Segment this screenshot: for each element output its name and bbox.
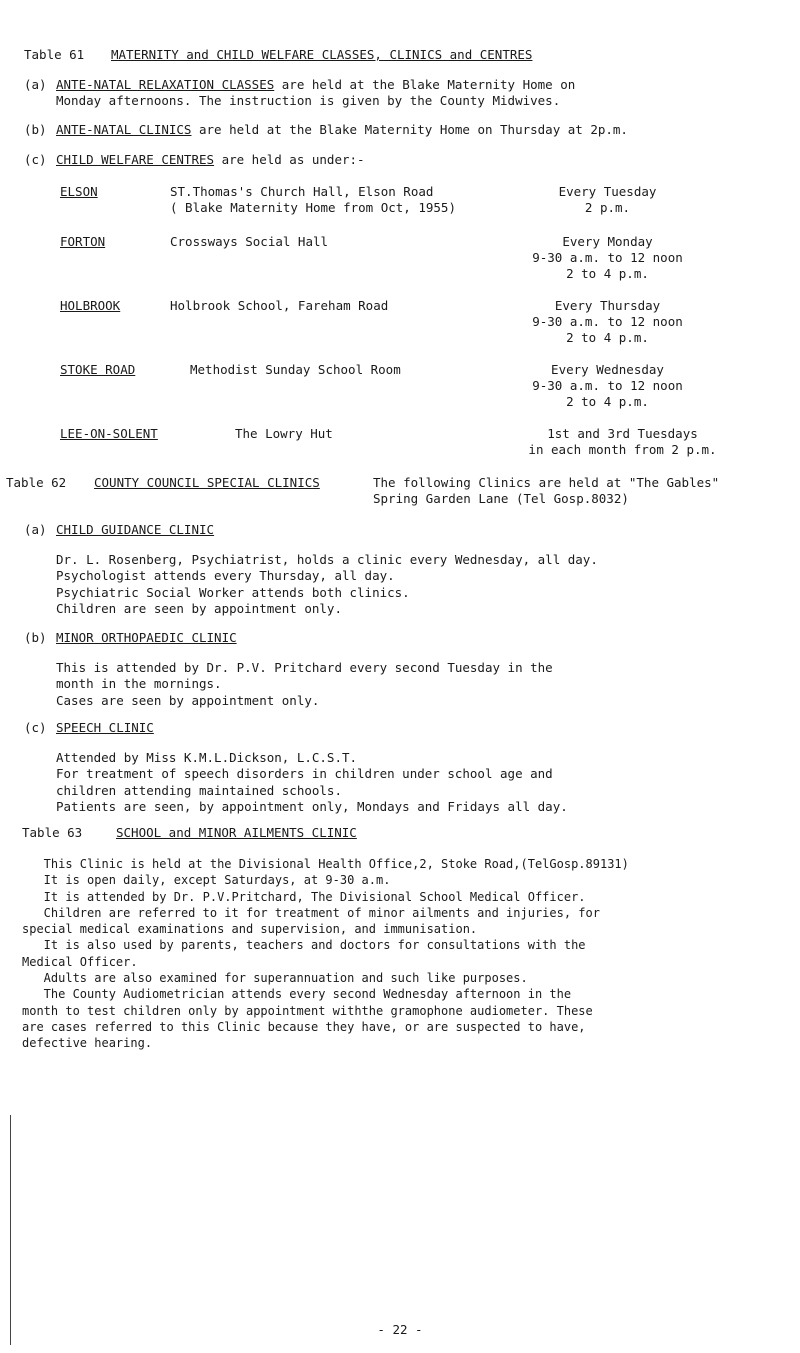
centre-venue-note: ( Blake Maternity Home from Oct, 1955) xyxy=(170,200,456,215)
centre-time: 9-30 a.m. to 12 noon xyxy=(532,250,683,265)
centre-venue: Holbrook School, Fareham Road xyxy=(170,298,389,313)
antenatal-relaxation-text: are held at the Blake Maternity Home on xyxy=(281,77,576,92)
antenatal-relaxation-heading: ANTE-NATAL RELAXATION CLASSES xyxy=(56,77,275,92)
text-line: Patients are seen, by appointment only, Mondays and Fridays all day. xyxy=(56,798,568,814)
item-b-line xyxy=(56,122,628,137)
text-line: Medical Officer. xyxy=(22,954,138,969)
child-welfare-text: are held as under:- xyxy=(221,152,365,167)
centre-name: ELSON xyxy=(60,184,98,199)
centre-time: 2 p.m. xyxy=(584,200,631,215)
centre-time: 9-30 a.m. to 12 noon xyxy=(532,378,683,393)
table-62-label: Table 62 xyxy=(6,475,67,490)
special-clinics-heading: COUNTY COUNCIL SPECIAL CLINICS xyxy=(94,475,320,490)
item-b-marker: (b) xyxy=(24,122,47,137)
text-line: children attending maintained schools. xyxy=(56,782,342,798)
speech-clinic-text xyxy=(56,750,568,815)
item-c-marker: (c) xyxy=(24,152,47,167)
page-number: - 22 - xyxy=(377,1322,423,1337)
centre-venue: Methodist Sunday School Room xyxy=(190,362,401,377)
text-line: The County Audiometrician attends every second Wednesday afternoon in the xyxy=(22,987,572,1002)
centre-name: HOLBROOK xyxy=(60,298,121,313)
orthopaedic-heading: MINOR ORTHOPAEDIC CLINIC xyxy=(56,630,237,645)
text-line: Adults are also examined for superannuation and such like purposes. xyxy=(22,971,528,986)
centre-venue: The Lowry Hut xyxy=(235,426,333,441)
centre-time: 2 to 4 p.m. xyxy=(566,266,649,281)
centre-name: STOKE ROAD xyxy=(60,362,136,377)
clinic-c-marker: (c) xyxy=(24,720,47,735)
text-line: month to test children only by appointment withthe gramophone audiometer. These xyxy=(22,1003,593,1018)
school-clinic-text xyxy=(22,856,629,1052)
speech-clinic-heading: SPEECH CLINIC xyxy=(56,720,154,735)
centre-name: FORTON xyxy=(60,234,106,249)
text-line: Psychologist attends every Thursday, all day. xyxy=(56,568,395,584)
page-edge-line xyxy=(10,1115,11,1345)
centre-day: Every Wednesday xyxy=(551,362,664,377)
text-line: Children are seen by appointment only. xyxy=(56,600,342,616)
centre-time: 9-30 a.m. to 12 noon xyxy=(532,314,683,329)
text-line: Attended by Miss K.M.L.Dickson, L.C.S.T. xyxy=(56,750,358,765)
school-clinic-heading: SCHOOL and MINOR AILMENTS CLINIC xyxy=(116,825,357,840)
text-line: Psychiatric Social Worker attends both clinics. xyxy=(56,584,410,600)
item-c-line xyxy=(56,152,365,167)
table-61-label: Table 61 xyxy=(24,47,85,62)
child-guidance-text xyxy=(56,552,598,617)
text-line: For treatment of speech disorders in children under school age and xyxy=(56,766,553,782)
centre-day: Every Thursday xyxy=(554,298,661,313)
centre-name: LEE-ON-SOLENT xyxy=(60,426,158,441)
table-61-title: MATERNITY and CHILD WELFARE CLASSES, CLINICS and CENTRES xyxy=(111,47,533,62)
text-line: This Clinic is held at the Divisional Health Office,2, Stoke Road,(TelGosp.89131) xyxy=(22,857,629,871)
table-63-label: Table 63 xyxy=(22,825,83,840)
centre-venue: ST.Thomas's Church Hall, Elson Road xyxy=(170,184,434,199)
text-line: are cases referred to this Clinic because they have, or are suspected to have, xyxy=(22,1019,586,1034)
text-line: It is also used by parents, teachers and doctors for consultations with the xyxy=(22,938,586,953)
centre-day: 1st and 3rd Tuesdays xyxy=(547,426,698,441)
text-line: month in the mornings. xyxy=(56,676,222,692)
centre-day: Every Tuesday xyxy=(558,184,657,199)
item-a-marker: (a) xyxy=(24,77,47,92)
centre-time: 2 to 4 p.m. xyxy=(566,330,649,345)
text-line: This is attended by Dr. P.V. Pritchard every second Tuesday in the xyxy=(56,660,553,675)
clinic-a-marker: (a) xyxy=(24,522,47,537)
clinic-b-marker: (b) xyxy=(24,630,47,645)
child-guidance-heading: CHILD GUIDANCE CLINIC xyxy=(56,522,215,537)
centre-time: 2 to 4 p.m. xyxy=(566,394,649,409)
centre-venue: Crossways Social Hall xyxy=(170,234,329,249)
antenatal-clinics-heading: ANTE-NATAL CLINICS xyxy=(56,122,192,137)
item-a-line2: Monday afternoons. The instruction is given by the County Midwives. xyxy=(56,93,561,108)
centre-day: Every Monday xyxy=(562,234,653,249)
text-line: Children are referred to it for treatment of minor ailments and injuries, for xyxy=(22,905,600,920)
orthopaedic-text xyxy=(56,660,553,709)
text-line: Cases are seen by appointment only. xyxy=(56,692,320,708)
text-line: It is attended by Dr. P.V.Pritchard, The Divisional School Medical Officer. xyxy=(22,889,586,904)
centre-time: in each month from 2 p.m. xyxy=(528,442,717,457)
text-line: special medical examinations and supervision, and immunisation. xyxy=(22,922,478,937)
child-welfare-heading: CHILD WELFARE CENTRES xyxy=(56,152,215,167)
text-line: It is open daily, except Saturdays, at 9-30 a.m. xyxy=(22,873,391,888)
special-clinics-address: Spring Garden Lane (Tel Gosp.8032) xyxy=(373,491,629,506)
item-a-line1 xyxy=(56,77,575,92)
special-clinics-intro: The following Clinics are held at "The Gables" xyxy=(373,475,720,490)
text-line: Dr. L. Rosenberg, Psychiatrist, holds a clinic every Wednesday, all day. xyxy=(56,552,598,567)
antenatal-clinics-text: are held at the Blake Maternity Home on Thursday at 2p.m. xyxy=(199,122,628,137)
text-line: defective hearing. xyxy=(22,1036,153,1051)
